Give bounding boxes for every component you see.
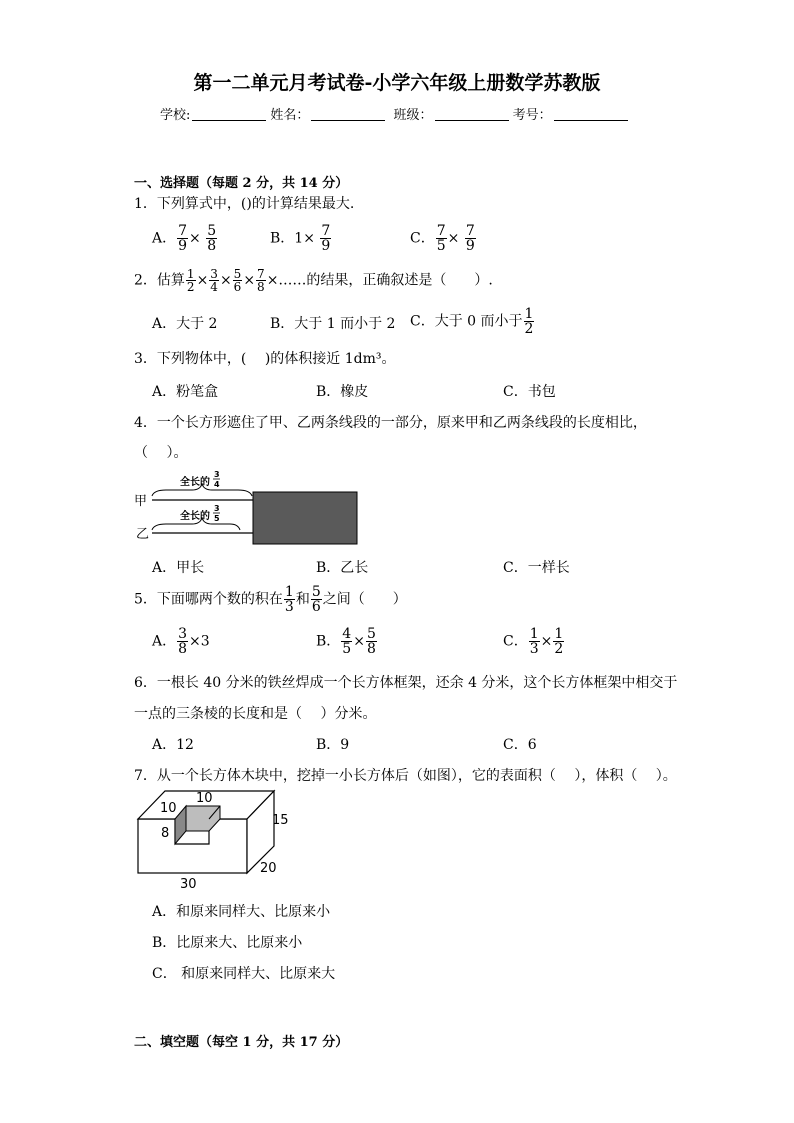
question-2-stem: 2．估算 $\frac{1}{2}$ × $\frac{3}{4}$ × $\frac{5}{6}$ × $\frac{7}{8}$ ×……的结果，正确叙述是（ ）.: [134, 267, 493, 294]
fraction: $\frac{1}{3}$: [529, 626, 539, 657]
fraction: $\frac{7}{9}$: [178, 223, 188, 254]
brace-top-denominator: 4: [214, 480, 220, 489]
class-label: 班级：: [393, 108, 433, 123]
question-6-stem-line1: 6．一根长 40 分米的铁丝焊成一个长方体框架，还余 4 分米，这个长方体框架中相交于: [134, 675, 678, 691]
cuboid-figure: [130, 786, 300, 894]
question-6-stem-line2: 一点的三条棱的长度和是（ ）分米。: [134, 706, 377, 722]
question-2-option-b[interactable]: B．大于 1 而小于 2: [270, 316, 396, 332]
question-1-option-b[interactable]: B．1× $\frac{7}{9}$: [270, 223, 331, 254]
brace-bottom-numerator: 3: [214, 504, 220, 513]
dim-10-width: 10: [196, 791, 213, 806]
question-6-option-b[interactable]: B．9: [316, 737, 350, 753]
question-4-option-c[interactable]: C．一样长: [503, 560, 570, 576]
question-6-option-c[interactable]: C．6: [503, 737, 537, 753]
section-1-heading: 一、选择题（每题 2 分，共 14 分）: [134, 176, 349, 191]
brace-top-label: 全长的: [180, 477, 210, 488]
question-1-stem: 1．下列算式中，()的计算结果最大.: [134, 196, 355, 212]
dim-10-depth: 10: [160, 801, 177, 816]
question-7-stem: 7．从一个长方体木块中，挖掉一小长方体后（如图），它的表面积（ ），体积（ ）。: [134, 768, 677, 784]
brace-bottom-label: 全长的: [180, 511, 210, 522]
question-7-option-c[interactable]: C． 和原来同样大、比原来大: [152, 966, 336, 982]
question-6-option-a[interactable]: A．12: [152, 737, 194, 753]
fraction: $\frac{4}{5}$: [342, 626, 352, 657]
number-blank[interactable]: [554, 106, 628, 121]
page-title: 第一二单元月考试卷-小学六年级上册数学苏教版: [193, 72, 601, 94]
fraction: $\frac{1}{2}$: [186, 267, 195, 294]
brace-bottom-denominator: 5: [214, 514, 220, 523]
name-label: 姓名：: [270, 108, 310, 123]
question-5-stem: 5．下面哪两个数的积在 $\frac{1}{3}$ 和 $\frac{5}{6}$ 之间（ ）: [134, 584, 407, 615]
covering-rectangle: [253, 492, 357, 544]
fraction: $\frac{5}{8}$: [207, 223, 217, 254]
question-1-option-c[interactable]: C． $\frac{7}{5}$ × $\frac{7}{9}$: [410, 223, 475, 254]
question-2-option-a[interactable]: A．大于 2: [152, 316, 218, 332]
fraction: $\frac{7}{5}$: [436, 223, 446, 254]
question-4-option-a[interactable]: A．甲长: [152, 560, 205, 576]
fraction: $\frac{3}{4}$: [210, 267, 218, 294]
number-label: 考号：: [512, 108, 552, 123]
question-3-option-a[interactable]: A．粉笔盒: [152, 384, 219, 400]
class-blank[interactable]: [435, 106, 509, 121]
name-blank[interactable]: [311, 106, 385, 121]
question-5-option-a[interactable]: A． $\frac{3}{8}$ ×3: [152, 626, 210, 657]
question-3-stem: 3．下列物体中，( )的体积接近 1dm³。: [134, 351, 396, 367]
fraction: $\frac{1}{3}$: [284, 584, 294, 615]
label-yi: 乙: [136, 527, 150, 542]
fraction: $\frac{5}{6}$: [311, 584, 321, 615]
fraction: $\frac{7}{8}$: [257, 267, 265, 294]
segments-figure: [130, 466, 370, 552]
dim-8-height: 8: [161, 826, 170, 841]
dim-20-depth: 20: [260, 861, 277, 876]
question-1-option-a[interactable]: A． $\frac{7}{9}$ × $\frac{5}{8}$: [152, 223, 217, 254]
question-3-option-b[interactable]: B．橡皮: [316, 384, 369, 400]
fraction: $\frac{1}{2}$: [554, 626, 564, 657]
question-5-option-c[interactable]: C． $\frac{1}{3}$ × $\frac{1}{2}$: [503, 626, 564, 657]
fraction: $\frac{1}{2}$: [524, 306, 534, 337]
question-2-option-c[interactable]: C．大于 0 而小于 $\frac{1}{2}$: [410, 306, 534, 337]
fraction: $\frac{3}{8}$: [178, 626, 188, 657]
question-4-stem-line1: 4．一个长方形遮住了甲、乙两条线段的一部分，原来甲和乙两条线段的长度相比，: [134, 415, 647, 431]
question-3-option-c[interactable]: C．书包: [503, 384, 556, 400]
question-7-option-b[interactable]: B．比原来大、比原来小: [152, 935, 303, 951]
question-5-option-b[interactable]: B． $\frac{4}{5}$ × $\frac{5}{8}$: [316, 626, 376, 657]
fraction: $\frac{5}{6}$: [233, 267, 242, 294]
dim-15-height: 15: [272, 813, 289, 828]
label-jia: 甲: [134, 494, 148, 509]
brace-top-numerator: 3: [214, 470, 220, 479]
question-4-option-b[interactable]: B．乙长: [316, 560, 369, 576]
school-label: 学校:: [160, 108, 191, 123]
fraction: $\frac{7}{9}$: [321, 223, 331, 254]
fraction: $\frac{5}{8}$: [366, 626, 376, 657]
fraction: $\frac{7}{9}$: [465, 223, 475, 254]
question-7-option-a[interactable]: A．和原来同样大、比原来小: [152, 904, 331, 920]
dim-30-length: 30: [180, 877, 197, 892]
question-4-stem-line2: （ ）。: [134, 445, 188, 461]
school-blank[interactable]: [192, 106, 266, 121]
section-2-heading: 二、填空题（每空 1 分，共 17 分）: [134, 1035, 349, 1050]
student-info-line: [160, 104, 632, 123]
